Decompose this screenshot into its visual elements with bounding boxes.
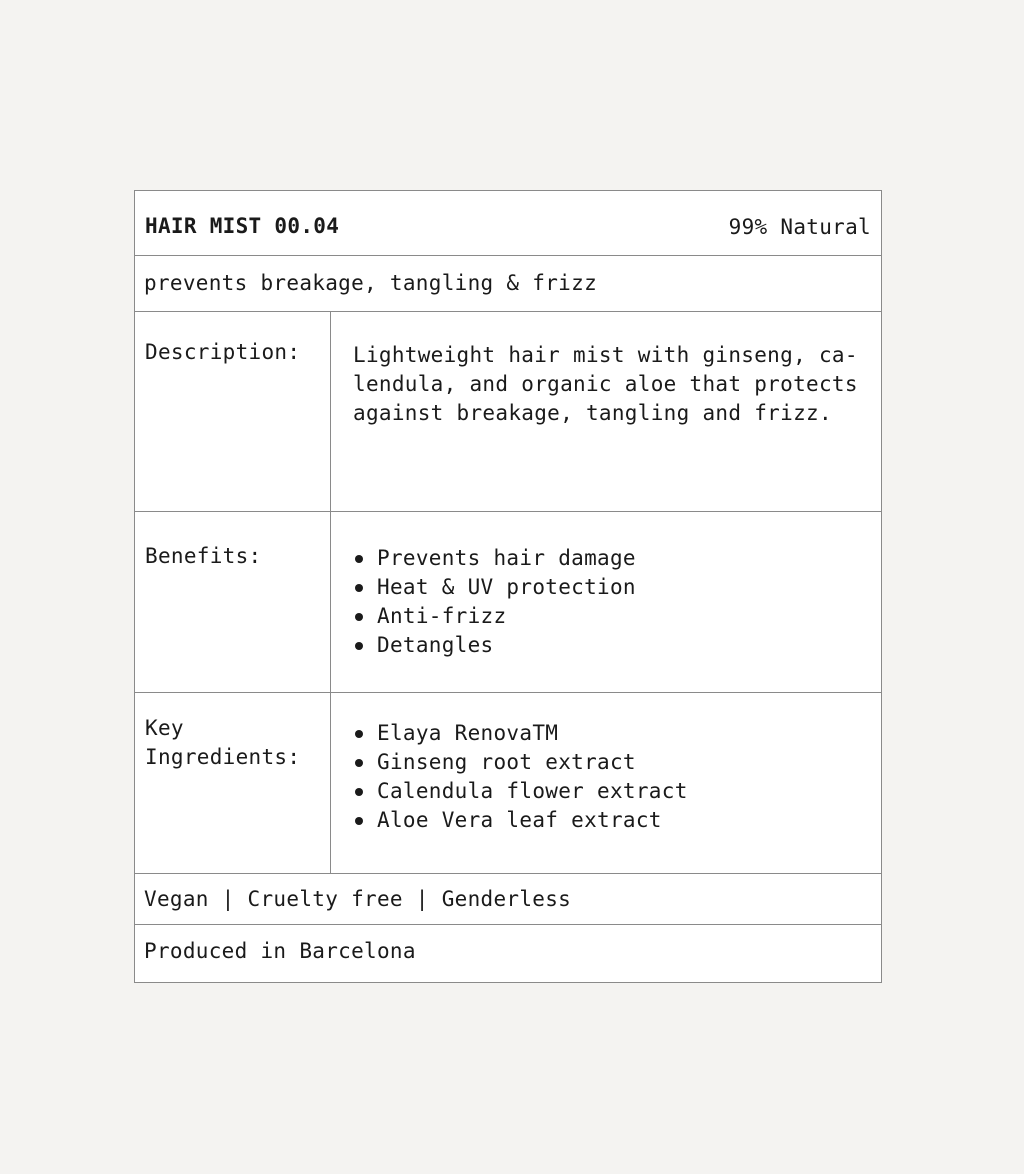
- ingredients-row: [135, 693, 881, 874]
- column-divider: [330, 693, 331, 873]
- benefits-label: Benefits:: [145, 544, 262, 568]
- product-tagline: prevents breakage, tangling & frizz: [144, 271, 598, 295]
- column-divider: [330, 312, 331, 511]
- list-item: Prevents hair damage: [353, 544, 636, 573]
- production-origin: Produced in Barcelona: [144, 939, 416, 963]
- origin-row: [135, 925, 881, 982]
- product-label-card: [134, 190, 882, 983]
- list-item: Elaya RenovaTM: [353, 719, 688, 748]
- description-row: [135, 312, 881, 512]
- benefits-list: [353, 544, 636, 660]
- claims-row: [135, 874, 881, 925]
- ingredients-label: Key Ingredients:: [145, 716, 301, 769]
- column-divider: [330, 512, 331, 692]
- list-item: Heat & UV protection: [353, 573, 636, 602]
- list-item: Anti-frizz: [353, 602, 636, 631]
- natural-percentage: 99% Natural: [728, 215, 871, 239]
- tagline-row: [135, 256, 881, 312]
- benefits-row: [135, 512, 881, 693]
- product-claims: Vegan | Cruelty free | Genderless: [144, 887, 572, 911]
- description-text: Lightweight hair mist with ginseng, ca- lendula, and organic aloe that protects against breakage, tangling and frizz.: [353, 343, 858, 425]
- list-item: Calendula flower extract: [353, 777, 688, 806]
- product-name: HAIR MIST 00.04: [145, 214, 340, 238]
- list-item: Ginseng root extract: [353, 748, 688, 777]
- list-item: Detangles: [353, 631, 636, 660]
- list-item: Aloe Vera leaf extract: [353, 806, 688, 835]
- description-label: Description:: [145, 340, 301, 364]
- ingredients-list: [353, 719, 688, 835]
- header-row: [135, 191, 881, 256]
